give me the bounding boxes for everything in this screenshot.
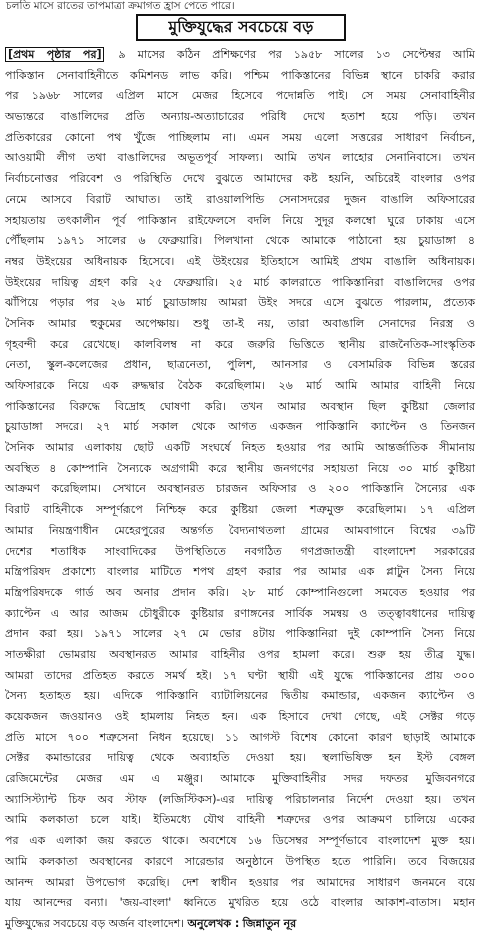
article-line: নির্বাচনোত্তর পরিবেশ ও পরিস্থিতি দেখে বুঝতে আমাদের কষ্ট হয়নি, অচিরেই বাংলার ওপর [5,172,475,186]
article-line: উইংয়ের দায়িত্ব গ্রহণ করি ২৫ ফেব্রুয়ারি। ২৫ মার্চ কালরাতে পাকিস্তানিরা বাঙালিদের ওপর [5,275,475,289]
previous-article-fragment: চলতি মাসে রাতের তাপমাত্রা ক্রমাগত হ্রাস পেতে পারে। [6,0,235,12]
article-line: আওয়ামী লীগ তথা বাঙালিদের অভূতপূর্ব সাফল্য। আমি তখন লাহোর সেনানিবাসে। তখন [5,151,475,165]
article-line: পাকিস্তানের বিরুদ্ধে বিদ্রোহ ঘোষণা করি। তখন আমার অবস্থান ছিল কুষ্টিয়া জেলার [5,399,475,413]
article-line: আমরা তাদের প্রতিহত করতে সমর্থ হই। ১৭ ঘণ্টা স্থায়ী এই যুদ্ধে পাকিস্তানের প্রায় ৩০০ [5,668,475,682]
article-line: দেশের শতাধিক সাংবাদিকের উপস্থিতিতে নবগঠিত গণপ্রজাতন্ত্রী বাংলাদেশ সরকারের [5,544,475,558]
article-line-text: ৯ মাসের কঠিন প্রশিক্ষণের পর ১৯৫৮ সালের ১৩ সেপ্টেম্বর আমি [106,48,475,61]
continuation-tag: [প্রথম পৃষ্ঠার পর] [5,47,104,62]
article-line: মন্ত্রিপরিষদ প্রকাশ্যে বাংলার মাটিতে শপথ গ্রহণ করার পর আমার এক প্লাটুন সৈন্য নিয়ে [5,565,475,579]
article-body [5,45,475,930]
article-line-last [5,914,475,935]
article-line: নম্বর উইংয়ের অধিনায়ক হিসেবে। এই উইংয়ের ইতিহাসে আমিই প্রথম বাঙালি অধিনায়ক। [5,254,475,268]
closing-sentence: মুক্তিযুদ্ধের সবচেয়ে বড় অর্জন বাংলাদেশ। [5,916,185,930]
headline: মুক্তিযুদ্ধের সবচেয়ে বড় [136,14,346,41]
article-line: আনন্দ আমরা উপভোগ করেছি। দেশ স্বাধীন হওয়ার পর আমাদের সাধারণ জনমনে বয়ে [5,875,475,889]
article-line: গৃহবন্দী করে রেখেছে। কালবিলম্ব না করে জরুরি ভিত্তিতে স্থানীয় রাজনৈতিক-সাংস্কৃতিক [5,337,475,351]
article-line: অবস্থিত ৪ কোম্পানি সৈন্যকে অগ্রগামী করে স্থানীয় জনগণের সহায়তা নিয়ে ৩০ মার্চ কুষ্টিয়া [5,461,475,475]
article-line-first [5,45,475,66]
article-line: সৈনিক আমার এলাকায় ছোট একটি সংঘর্ষে নিহত হওয়ার পর আমি আন্তর্জাতিক সীমানায় [5,441,475,455]
article-line: চুয়াডাঙ্গা সদরে। ২৭ মার্চ সকাল থেকে আগত একজন পাকিস্তানি ক্যাপ্টেন ও তিনজন [5,420,475,434]
author-label: অনুলেখক : [187,916,240,930]
article-line: ক্যাপ্টেন এ আর আজম চৌধুরীকে কুষ্টিয়ার রণাঙ্গনের সার্বিক সমন্বয় ও তত্ত্বাবধানের দায়িত্ব [5,606,475,620]
article-line: পাকিস্তান সেনাবাহিনীতে কমিশনড লাভ করি। পশ্চিম পাকিস্তানের বিভিন্ন স্থানে চাকরি করার [5,68,475,82]
article-line: সেক্টর কমান্ডারের দায়িত্ব থেকে অব্যাহতি দেওয়া হয়। স্থলাভিষিক্ত হন ইস্ট বেঙ্গল [5,751,475,765]
article-line: বিরাট বাহিনীকে সম্পূর্ণরূপে নিশ্চিহ্ন করে কুষ্টিয়া জেলা শত্রুমুক্ত করেছিলাম। ১৭ এপ্রিল [5,503,475,517]
article-line: অভ্যন্তরে বাঙালিদের প্রতি অন্যায়-অত্যাচারের পরিধি দেখে হতাশ হয়ে পড়ি। তখন [5,110,475,124]
article-line: কয়েকজন জওয়ানও ওই হামলায় নিহত হন। এক হিসাবে দেখা গেছে, এই সেক্টর গড়ে [5,710,475,723]
article-line: পর এক এলাকা জয় করতে থাকে। অবশেষে ১৬ ডিসেম্বর সম্পূর্ণভাবে বাংলাদেশ মুক্ত হয়। [5,834,475,848]
article-line: সাতক্ষীরা ভোমরায় অবস্থানরত আমার বাহিনীর ওপর হামলা করে। শুরু হয় তীব্র যুদ্ধ। [5,647,475,661]
article-line: নেতা, স্কুল-কলেজের প্রধান, ছাত্রনেতা, পুলিশ, আনসার ও বেসামরিক বিভিন্ন স্তরের [5,358,475,372]
article-line: অ্যাসিস্ট্যান্ট চিফ অব স্টাফ (লজিস্টিকস)-এর দায়িত্ব পরিচালনার নির্দেশ দেওয়া হয়। তখন [5,792,475,806]
article-line: অফিসারকে নিয়ে এক রুদ্ধদ্বার বৈঠক করেছিলাম। ২৬ মার্চ আমি আমার বাহিনী নিয়ে [5,379,475,392]
article-line: প্রদান করা হয়। ১৯৭১ সালের ২৭ মে ভোর ৪টায় পাকিস্তানিরা দুই কোম্পানি সৈন্য নিয়ে [5,627,475,641]
article-line: নেমে আসবে বিরাট আঘাত। তাই রাওয়ালপিন্ডি সেনাসদরের দুজন বাঙালি অফিসারের [5,192,475,206]
article-line: আমার নিয়ন্ত্রণাধীন মেহেরপুরের অন্তর্গত বৈদ্যনাথতলা গ্রামের আমবাগানে বিশ্বের ৩৯টি [5,523,475,537]
article-line: পর ১৯৬৮ সালের এপ্রিল মাসে মেজর হিসেবে পদোন্নতি পাই। সে সময় সেনাবাহিনীর [5,89,475,103]
article-line: ঝাঁপিয়ে পড়ার পর ২৬ মার্চ চুয়াডাঙ্গায় আমরা উইং সদরে এসে বুঝতে পারলাম, প্রত্যেক [5,296,475,310]
article-line: প্রতিকারের কোনো পথ খুঁজে পাচ্ছিলাম না। এমন সময় এলো সত্তরের সাধারণ নির্বাচন, [5,130,475,144]
article-line: পৌঁছলাম ১৯৭১ সালের ৬ ফেব্রুয়ারি। পিলখানা থেকে আমাকে পাঠানো হয় চুয়াডাঙ্গা ৪ [5,234,475,248]
article-line: আক্রমণ করেছিলাম। সেখানে অবস্থানরত চারজন অফিসার ও ২০০ পাকিস্তানি সৈন্যের এক [5,482,475,496]
article-line: মন্ত্রিপরিষদকে গার্ড অব অনার প্রদান করি। ২৮ মার্চ কোম্পানিগুলো সমবেত হওয়ার পর [5,585,475,599]
article-line: সৈন্য হতাহত হয়। এদিকে পাকিস্তানি ব্যাটালিয়নের দ্বিতীয় কমান্ডার, একজন ক্যাপ্টেন ও [5,689,475,703]
article-line: সৈনিক আমার হুকুমের অপেক্ষায়। শুধু তা-ই নয়, তারা অবাঙালি সেনাদের নিরস্ত্র ও [5,316,475,330]
article-line: যায় আনন্দের বন্যা। 'জয়-বাংলা' ধ্বনিতে মুখরিত হয়ে ওঠে বাংলার আকাশ-বাতাস। মহান [5,896,475,910]
article-line: প্রতি মাসে ৭০০ শত্রুসেনা নিধন হয়েছে। ১১ আগস্ট বিশেষ কোনো কারণ ছাড়াই আমাকে [5,730,475,744]
article-line: সহায়তায় তৎকালীন পূর্ব পাকিস্তান রাইফেলসে বদলি নিয়ে সুদূর কলম্বো ঘুরে ঢাকায় এসে [5,213,475,227]
article-line: আমি কলকাতা অবস্থানের কারণে সারেন্ডার অনুষ্ঠানে উপস্থিত হতে পারিনি। তবে বিজয়ের [5,854,475,868]
author-name: জিন্নাতুন নূর [242,916,297,930]
article-line: রেজিমেন্টের মেজর এম এ মঞ্জুর। আমাকে মুক্তিবাহিনীর সদর দফতর মুজিবনগরে [5,772,475,786]
article-line: আমি কলকাতা চলে যাই। ইতিমধ্যে যৌথ বাহিনী শত্রুদের ওপর আক্রমণ চালিয়ে একের [5,813,475,827]
